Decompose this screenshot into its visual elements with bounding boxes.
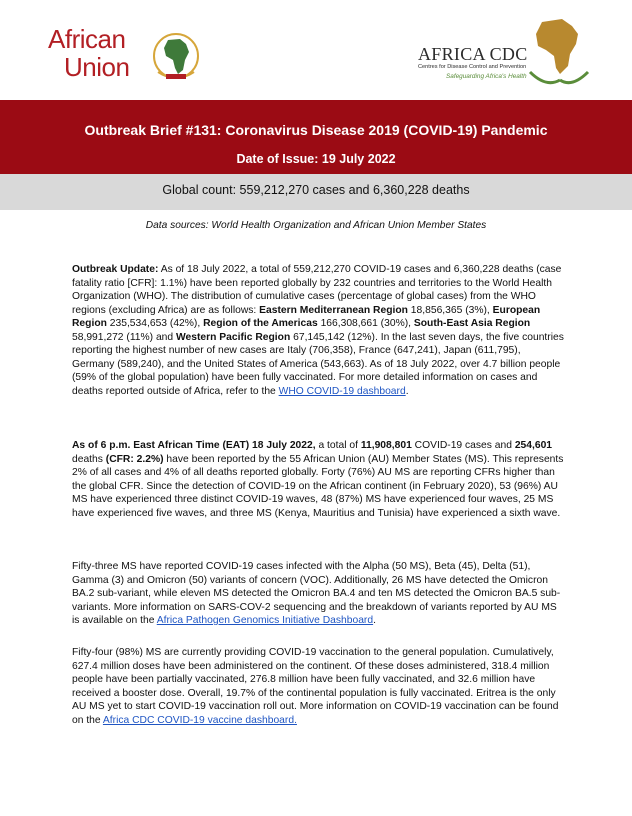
africa-cases-count: 11,908,801 — [360, 440, 412, 451]
africa-cfr: (CFR: 2.2%) — [105, 453, 164, 465]
p2-text-4: have been reported by the 55 African Union (AU) Member States (MS). This represents 2% of all cases and 4% of all deaths reported globally. Forty (76%) AU MS are reporting CFRs higher than the global CFR. Since the detection of COVID-19 on the African continent (in February 2020), 53 (96%) AU MS have experienced three distinct COVID-19 waves, 48 (87%) MS have experienced four waves, 25 MS have experienced five waves, and three MS (Kenya, Mauritius and Tunisia) have experienced a sixth wave. — [72, 453, 564, 519]
data-sources: Data sources: World Health Organization and African Union Member States — [145, 220, 487, 231]
region-americas: Region of the Americas — [203, 318, 318, 329]
p2-text-3: deaths — [72, 453, 106, 465]
african-situation-paragraph — [72, 439, 564, 520]
p1-text-2: 18,856,365 (3%), — [407, 304, 493, 316]
p1-text-4: 166,308,661 (30%), — [317, 318, 414, 329]
p1-text-5: 58,991,272 (11%) and — [72, 331, 176, 343]
p3-text-1: Fifty-three MS have reported COVID-19 cases infected with the Alpha (50 MS), Beta (45), Delta (51), Gamma (3) and Omicron (50) variants of concern (VOC). Additionally, 26 MS have detected the Omicron BA.2 sub-variant, while eleven MS detected the Omicron BA.4 and ten MS detected the Omicron BA.5 sub-variants. More information on SARS-COV-2 sequencing and the breakdown of variants reported by AU MS is available on the — [72, 561, 561, 626]
africa-cdc-logo — [416, 16, 596, 88]
issue-date: Date of Issue: 19 July 2022 — [236, 152, 396, 166]
who-dashboard-link[interactable]: WHO COVID-19 dashboard — [278, 385, 406, 397]
pathogen-genomics-dashboard-link[interactable]: Africa Pathogen Genomics Initiative Dashboard — [156, 615, 374, 626]
cdc-logo-subtitle: Centres for Disease Control and Prevention — [418, 64, 527, 70]
outbreak-update-lead: Outbreak Update: — [72, 264, 159, 275]
africa-map-icon — [526, 16, 592, 88]
cdc-logo-tagline: Safeguarding Africa's Health — [446, 73, 527, 80]
p2-text-2: COVID-19 cases and — [411, 440, 515, 451]
brief-title: Outbreak Brief #131: Coronavirus Disease 2019 (COVID-19) Pandemic — [84, 122, 548, 138]
africa-deaths-count: 254,601 — [514, 440, 553, 451]
vaccine-dashboard-link[interactable]: Africa CDC COVID-19 vaccine dashboard. — [102, 714, 297, 726]
p1-text-6: 67,145,142 (12%). In the last seven days, the five countries reporting the highest number of new cases are Italy (706,358), France (647,241), Japan (611,795), Germany (589,240), and the United States of America (543,663). As of 18 July 2022, over 4.7 billion people (59% of the global population) have been fully vaccinated. For more detailed information on cases and deaths reported outside of Africa, refer to the — [72, 331, 564, 397]
outbreak-update-paragraph — [72, 263, 564, 398]
p4-text-1: Fifty-four (98%) MS are currently providing COVID-19 vaccination to the general population. Cumulatively, 627.4 million doses have been administered on the continent. Of these doses administered, 318.4 million people have been partially vaccinated, 276.8 million have been fully vaccinated, and 32.6 million have received a booster dose. Overall, 19.7% of the continental population is fully vaccinated. Eritrea is the only AU MS yet to start COVID-19 vaccination roll out. More information on COVID-19 vaccination can be found on the — [72, 647, 559, 726]
au-logo-line1: African — [48, 24, 126, 54]
variants-paragraph — [72, 560, 564, 628]
region-western-pacific: Western Pacific Region — [176, 331, 291, 343]
title-banner — [0, 100, 632, 174]
cdc-logo-title: AFRICA CDC — [418, 44, 528, 64]
au-logo-line2: Union — [64, 52, 130, 82]
region-european: European Region — [72, 304, 541, 329]
p1-text-7: . — [405, 385, 409, 397]
p1-text-1: As of 18 July 2022, a total of 559,212,270 COVID-19 cases and 6,360,228 deaths (case fatality ratio [CFR]: 1.1%) have been reported globally by 232 countries and territories to the World Health Organization (WHO). The distribution of cumulative cases (percentage of global cases) from the WHO regions (excluding Africa) are as follows: — [72, 264, 562, 316]
region-south-east-asia: South-East Asia Region — [413, 318, 531, 329]
p2-text-1: a total of — [315, 440, 361, 451]
p1-text-3: 235,534,653 (42%), — [106, 318, 204, 329]
region-eastern-mediterranean: Eastern Mediterranean Region — [259, 304, 408, 316]
vaccination-paragraph — [72, 646, 564, 727]
au-emblem-icon — [148, 30, 204, 86]
p3-text-2: . — [373, 615, 376, 626]
global-count-text: Global count: 559,212,270 cases and 6,360,228 deaths — [162, 183, 470, 197]
african-union-logo — [48, 20, 208, 90]
p2-lead: As of 6 p.m. East African Time (EAT) 18 July 2022, — [72, 440, 316, 451]
global-count-bar — [0, 174, 632, 210]
